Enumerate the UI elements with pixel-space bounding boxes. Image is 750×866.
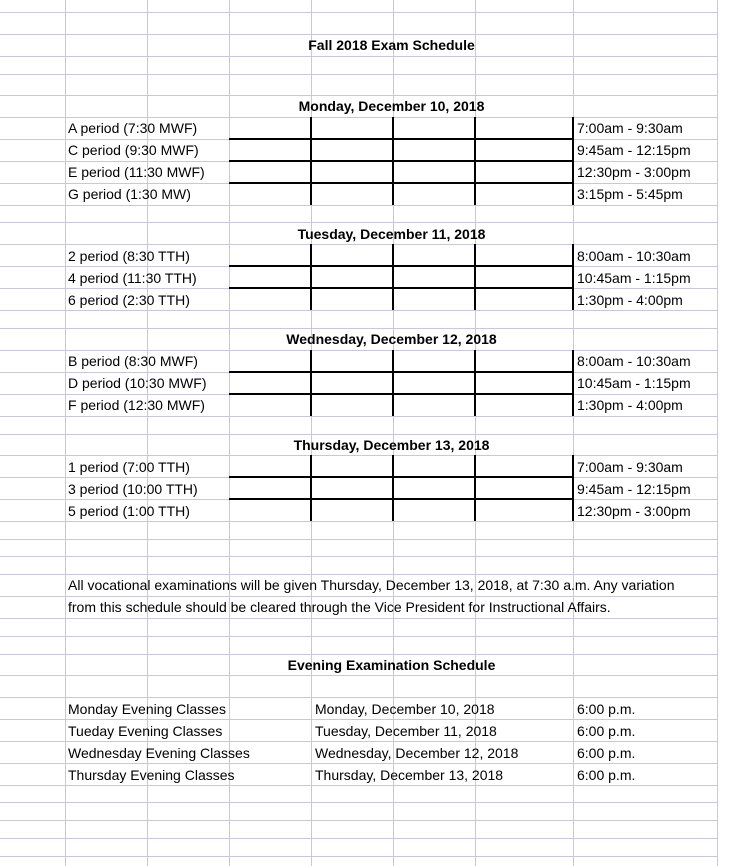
page-title: Fall 2018 Exam Schedule [308, 37, 475, 53]
time-cell[interactable]: 9:45am - 12:15pm [577, 142, 691, 158]
period-cell[interactable]: C period (9:30 MWF) [68, 142, 199, 158]
evening-class-cell[interactable]: Thursday Evening Classes [68, 767, 235, 783]
period-cell[interactable]: 6 period (2:30 TTH) [68, 292, 190, 308]
period-cell[interactable]: 2 period (8:30 TTH) [68, 248, 190, 264]
vocational-note-line-2[interactable]: from this schedule should be cleared through the Vice President for Instructional Affairs. [68, 599, 611, 615]
time-cell[interactable]: 10:45am - 1:15pm [577, 270, 691, 286]
period-cell[interactable]: B period (8:30 MWF) [68, 353, 198, 369]
period-cell[interactable]: F period (12:30 MWF) [68, 397, 205, 413]
period-cell[interactable]: D period (10:30 MWF) [68, 375, 207, 391]
day-heading-tuesday: Tuesday, December 11, 2018 [297, 226, 486, 242]
time-cell[interactable]: 10:45am - 1:15pm [577, 375, 691, 391]
day-heading-thursday: Thursday, December 13, 2018 [293, 437, 490, 453]
evening-date-cell[interactable]: Wednesday, December 12, 2018 [315, 745, 519, 761]
time-cell[interactable]: 8:00am - 10:30am [577, 248, 691, 264]
time-cell[interactable]: 12:30pm - 3:00pm [577, 503, 691, 519]
evening-class-cell[interactable]: Wednesday Evening Classes [68, 745, 250, 761]
period-cell[interactable]: 4 period (11:30 TTH) [68, 270, 197, 286]
period-cell[interactable]: 5 period (1:00 TTH) [68, 503, 190, 519]
period-cell[interactable]: 3 period (10:00 TTH) [68, 481, 198, 497]
time-cell[interactable]: 12:30pm - 3:00pm [577, 164, 691, 180]
evening-time-cell[interactable]: 6:00 p.m. [577, 745, 636, 761]
evening-date-cell[interactable]: Tuesday, December 11, 2018 [315, 723, 497, 739]
evening-time-cell[interactable]: 6:00 p.m. [577, 723, 636, 739]
time-cell[interactable]: 7:00am - 9:30am [577, 459, 683, 475]
time-cell[interactable]: 7:00am - 9:30am [577, 120, 683, 136]
period-cell[interactable]: 1 period (7:00 TTH) [68, 459, 190, 475]
evening-time-cell[interactable]: 6:00 p.m. [577, 767, 636, 783]
time-cell[interactable]: 1:30pm - 4:00pm [577, 397, 683, 413]
time-cell[interactable]: 3:15pm - 5:45pm [577, 186, 683, 202]
evening-date-cell[interactable]: Thursday, December 13, 2018 [315, 767, 504, 783]
day-heading-wednesday: Wednesday, December 12, 2018 [286, 331, 497, 347]
evening-heading: Evening Examination Schedule [287, 657, 496, 673]
evening-date-cell[interactable]: Monday, December 10, 2018 [315, 701, 495, 717]
evening-class-cell[interactable]: Tueday Evening Classes [68, 723, 223, 739]
time-cell[interactable]: 8:00am - 10:30am [577, 353, 691, 369]
evening-class-cell[interactable]: Monday Evening Classes [68, 701, 226, 717]
vocational-note-line-1[interactable]: All vocational examinations will be given Thursday, December 13, 2018, at 7:30 a.m. Any variation [68, 577, 675, 593]
period-cell[interactable]: G period (1:30 MW) [68, 186, 191, 202]
time-cell[interactable]: 9:45am - 12:15pm [577, 481, 691, 497]
day-heading-monday: Monday, December 10, 2018 [298, 98, 485, 114]
period-cell[interactable]: A period (7:30 MWF) [68, 120, 198, 136]
time-cell[interactable]: 1:30pm - 4:00pm [577, 292, 683, 308]
evening-time-cell[interactable]: 6:00 p.m. [577, 701, 636, 717]
period-cell[interactable]: E period (11:30 MWF) [68, 164, 205, 180]
